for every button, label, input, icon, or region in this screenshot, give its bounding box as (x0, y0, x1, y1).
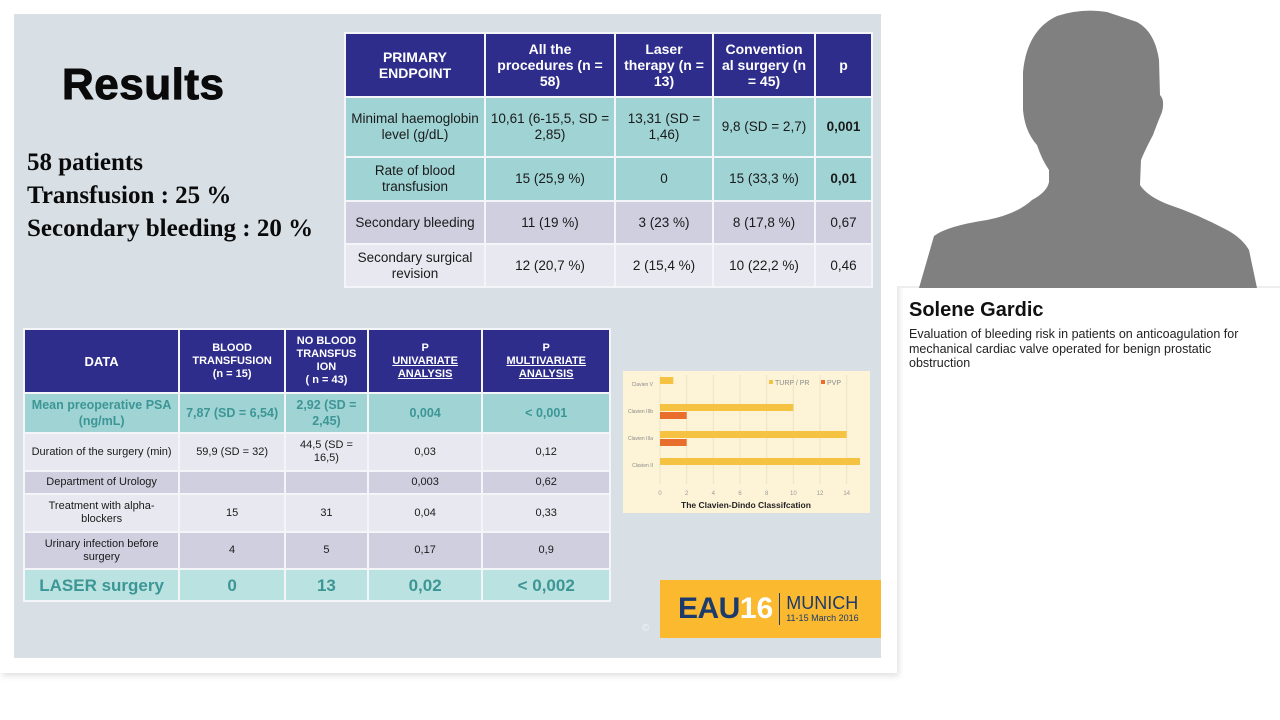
header-p-univariate (368, 329, 483, 393)
category-label: Clavien IIIb (627, 409, 653, 415)
talk-description: Evaluation of bleeding risk in patients on anticoagulation for mechanical cardiac valve operated for benign prostatic obstruction (909, 327, 1239, 370)
row-label: Secondary bleeding (345, 201, 485, 244)
cell-laser: 0 (615, 157, 713, 201)
cell-p: 0,46 (815, 244, 872, 287)
header-line: P (421, 341, 429, 354)
table-row (345, 97, 872, 157)
cell-univariate: 0,02 (368, 569, 483, 601)
header-line: BLOOD (212, 341, 252, 354)
logo-word: EAU (678, 592, 740, 625)
cell-univariate: 0,04 (368, 494, 483, 532)
logo-dates: 11-15 March 2016 (786, 613, 859, 623)
bar (660, 377, 673, 384)
header-line: UNIVARIATE (392, 354, 458, 367)
table-header-row (345, 33, 872, 97)
cell-laser: 3 (23 %) (615, 201, 713, 244)
x-tick-label: 2 (684, 491, 689, 497)
header-data: DATA (24, 329, 179, 393)
bar (660, 412, 687, 419)
cell-laser: 2 (15,4 %) (615, 244, 713, 287)
cell-univariate: 0,003 (368, 471, 483, 494)
table-row (24, 393, 610, 433)
cell-no-transfusion (285, 471, 368, 494)
slide-title: Results (62, 60, 225, 109)
cell-p: 0,001 (815, 97, 872, 157)
header-line: ION (316, 361, 337, 373)
header-line: NO BLOOD (296, 335, 357, 347)
legend-swatch (769, 380, 773, 384)
cell-transfusion: 0 (179, 569, 285, 601)
summary-stats (27, 146, 313, 245)
logo-year: 16 (739, 592, 774, 625)
x-tick-label: 0 (658, 491, 662, 497)
header-line: (n = 15) (212, 367, 252, 380)
header-primary-endpoint: PRIMARY ENDPOINT (345, 33, 485, 97)
row-label: Department of Urology (24, 471, 179, 494)
row-label: Mean preoperative PSA (ng/mL) (24, 393, 179, 433)
cell-all: 10,61 (6-15,5, SD = 2,85) (485, 97, 615, 157)
summary-transfusion: Transfusion : 25 % (27, 182, 232, 209)
cell-no-transfusion: 2,92 (SD = 2,45) (285, 393, 368, 433)
row-label: Duration of the surgery (min) (24, 433, 179, 471)
row-label: Urinary infection before surgery (24, 532, 179, 569)
cell-all: 15 (25,9 %) (485, 157, 615, 201)
presentation-slide (14, 14, 881, 658)
x-tick-label: 4 (711, 491, 716, 497)
cell-transfusion: 59,9 (SD = 32) (179, 433, 285, 471)
bar (660, 431, 847, 438)
cell-multivariate: 0,62 (482, 471, 610, 494)
header-line: TRANSFUSION (192, 354, 272, 367)
table-row (24, 433, 610, 471)
cell-p: 0,01 (815, 157, 872, 201)
category-label: Clavien IIIa (627, 436, 653, 442)
row-label: Rate of blood transfusion (345, 157, 485, 201)
summary-patients: 58 patients (27, 149, 143, 176)
cell-multivariate: 0,12 (482, 433, 610, 471)
cell-no-transfusion: 31 (285, 494, 368, 532)
x-tick-label: 8 (764, 491, 769, 497)
summary-secondary-bleeding: Secondary bleeding : 20 % (27, 215, 314, 242)
row-label: LASER surgery (24, 569, 179, 601)
logo-city: MUNICH (786, 593, 859, 613)
cell-conventional: 8 (17,8 %) (713, 201, 815, 244)
cell-transfusion: 7,87 (SD = 6,54) (179, 393, 285, 433)
row-label: Treatment with alpha-blockers (24, 494, 179, 532)
person-silhouette-icon (897, 0, 1280, 288)
cell-conventional: 15 (33,3 %) (713, 157, 815, 201)
header-p-multivariate (482, 329, 610, 393)
bar (660, 404, 793, 411)
cell-multivariate: < 0,002 (482, 569, 610, 601)
table-row (345, 244, 872, 287)
legend-label: TURP / PR (775, 380, 810, 387)
cell-multivariate: < 0,001 (482, 393, 610, 433)
bar (660, 458, 860, 465)
cell-conventional: 10 (22,2 %) (713, 244, 815, 287)
cell-univariate: 0,004 (368, 393, 483, 433)
cell-multivariate: 0,9 (482, 532, 610, 569)
cell-no-transfusion: 44,5 (SD = 16,5) (285, 433, 368, 471)
header-conventional-surgery: Convention al surgery (n = 45) (713, 33, 815, 97)
cell-no-transfusion: 13 (285, 569, 368, 601)
table-row (24, 471, 610, 494)
x-tick-label: 10 (789, 491, 797, 497)
legend-label: PVP (827, 380, 842, 387)
cell-all: 11 (19 %) (485, 201, 615, 244)
category-label: Clavien V (631, 382, 653, 388)
header-laser-therapy: Laser therapy (n = 13) (615, 33, 713, 97)
header-line: TRANSFUS (296, 348, 357, 360)
cell-p: 0,67 (815, 201, 872, 244)
x-tick-label: 14 (843, 491, 851, 497)
cell-all: 12 (20,7 %) (485, 244, 615, 287)
category-label: Clavien II (632, 463, 653, 469)
cell-transfusion: 15 (179, 494, 285, 532)
cell-multivariate: 0,33 (482, 494, 610, 532)
header-blood-transfusion (179, 329, 285, 393)
logo-city-block (786, 594, 858, 624)
data-analysis-table (23, 328, 611, 602)
cell-transfusion (179, 471, 285, 494)
header-no-blood-transfusion (285, 329, 368, 393)
cell-transfusion: 4 (179, 532, 285, 569)
table-row (345, 157, 872, 201)
cell-no-transfusion: 5 (285, 532, 368, 569)
x-tick-label: 6 (738, 491, 742, 497)
speaker-avatar (897, 0, 1280, 288)
primary-endpoint-table (344, 32, 873, 288)
cell-univariate: 0,03 (368, 433, 483, 471)
bar (660, 439, 687, 446)
header-line: ANALYSIS (518, 367, 574, 380)
copyright-icon: © (642, 623, 650, 634)
legend-swatch (821, 380, 825, 384)
speaker-name: Solene Gardic (909, 299, 1044, 321)
row-label: Secondary surgical revision (345, 244, 485, 287)
eau16-logo (660, 580, 881, 638)
table-row (24, 532, 610, 569)
chart-title: The Clavien-Dindo Classifcation (681, 500, 811, 510)
table-row (24, 494, 610, 532)
header-line: ANALYSIS (397, 367, 453, 380)
x-tick-label: 12 (816, 491, 824, 497)
table-row (24, 569, 610, 601)
table-header-row (24, 329, 610, 393)
header-line: MULTIVARIATE (506, 354, 586, 367)
cell-univariate: 0,17 (368, 532, 483, 569)
logo-separator (779, 593, 780, 625)
header-p: p (815, 33, 872, 97)
row-label: Minimal haemoglobin level (g/dL) (345, 97, 485, 157)
clavien-dindo-chart (623, 371, 870, 513)
table-row (345, 201, 872, 244)
cell-laser: 13,31 (SD = 1,46) (615, 97, 713, 157)
cell-conventional: 9,8 (SD = 2,7) (713, 97, 815, 157)
header-all-procedures: All the procedures (n = 58) (485, 33, 615, 97)
bar-chart-svg (623, 371, 870, 513)
header-line: ( n = 43) (305, 374, 348, 386)
header-line: P (542, 341, 550, 354)
